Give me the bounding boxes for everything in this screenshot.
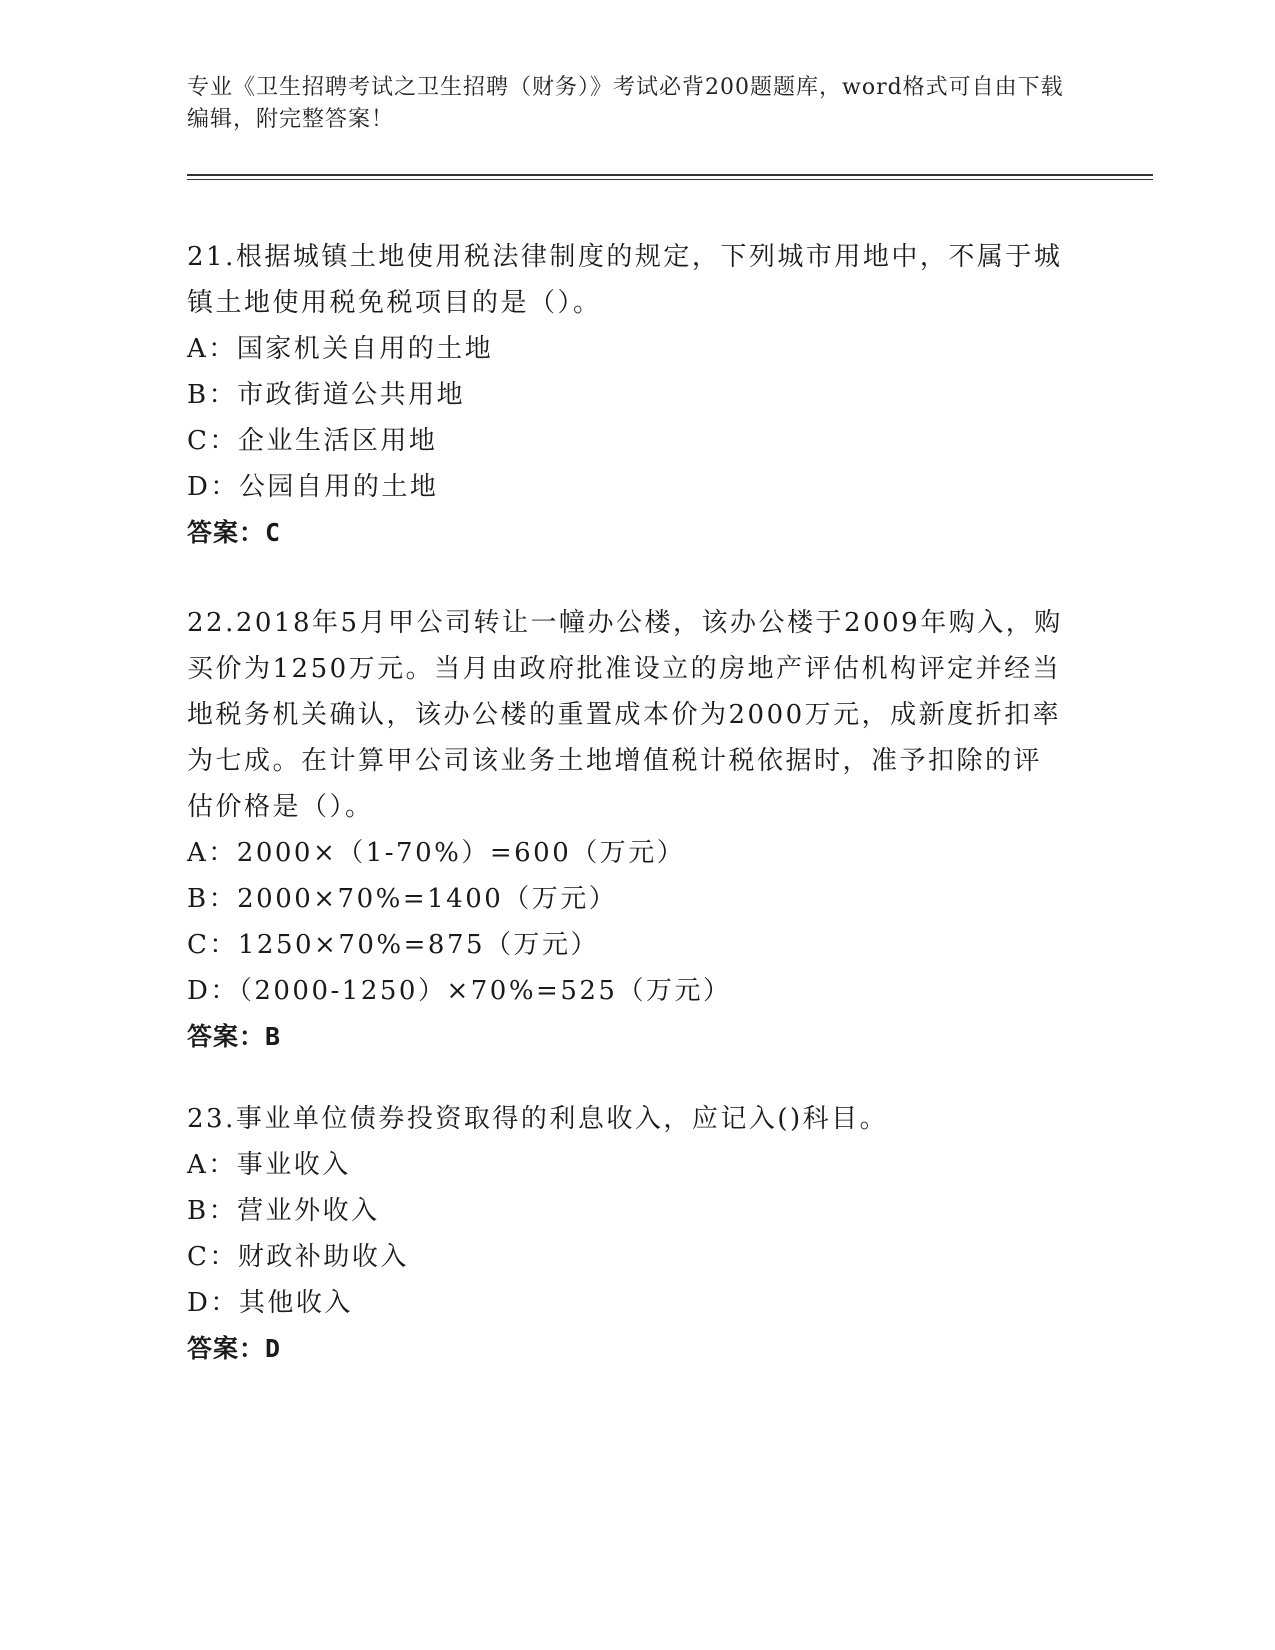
question-23 [187, 1096, 1067, 1372]
option-a: A：国家机关自用的土地 [187, 334, 494, 364]
option-a: A：2000×（1-70%）=600（万元） [187, 838, 686, 868]
option-b: B：市政街道公共用地 [187, 380, 466, 410]
question-22 [187, 600, 1067, 1060]
answer: 答案：B [187, 1022, 282, 1051]
question-21 [187, 234, 1067, 556]
answer: 答案：D [187, 1334, 282, 1363]
header-divider-thick [187, 174, 1153, 176]
answer: 答案：C [187, 518, 282, 547]
option-c: C：财政补助收入 [187, 1242, 409, 1272]
option-a: A：事业收入 [187, 1150, 351, 1180]
option-d: D：（2000-1250）×70%=525（万元） [187, 976, 732, 1006]
option-d: D：其他收入 [187, 1288, 353, 1318]
header-divider-thin [187, 179, 1153, 180]
question-stem: 21.根据城镇土地使用税法律制度的规定，下列城市用地中，不属于城镇土地使用税免税项目的是（）。 [187, 242, 1063, 318]
option-b: B：2000×70%=1400（万元） [187, 884, 618, 914]
option-c: C：企业生活区用地 [187, 426, 438, 456]
option-b: B：营业外收入 [187, 1196, 380, 1226]
option-c: C：1250×70%=875（万元） [187, 930, 600, 960]
question-stem: 22.2018年5月甲公司转让一幢办公楼，该办公楼于2009年购入，购买价为1250万元。当月由政府批准设立的房地产评估机构评定并经当地税务机关确认，该办公楼的重置成本价为2000万元，成新度折扣率为七成。在计算甲公司该业务土地增值税计税依据时，准予扣除的评估价格是（）。 [187, 608, 1063, 822]
question-stem: 23.事业单位债券投资取得的利息收入，应记入()科目。 [187, 1104, 889, 1134]
option-d: D：公园自用的土地 [187, 472, 439, 502]
document-header: 专业《卫生招聘考试之卫生招聘（财务）》考试必背200题题库，word格式可自由下载编辑，附完整答案！ [187, 75, 1064, 132]
